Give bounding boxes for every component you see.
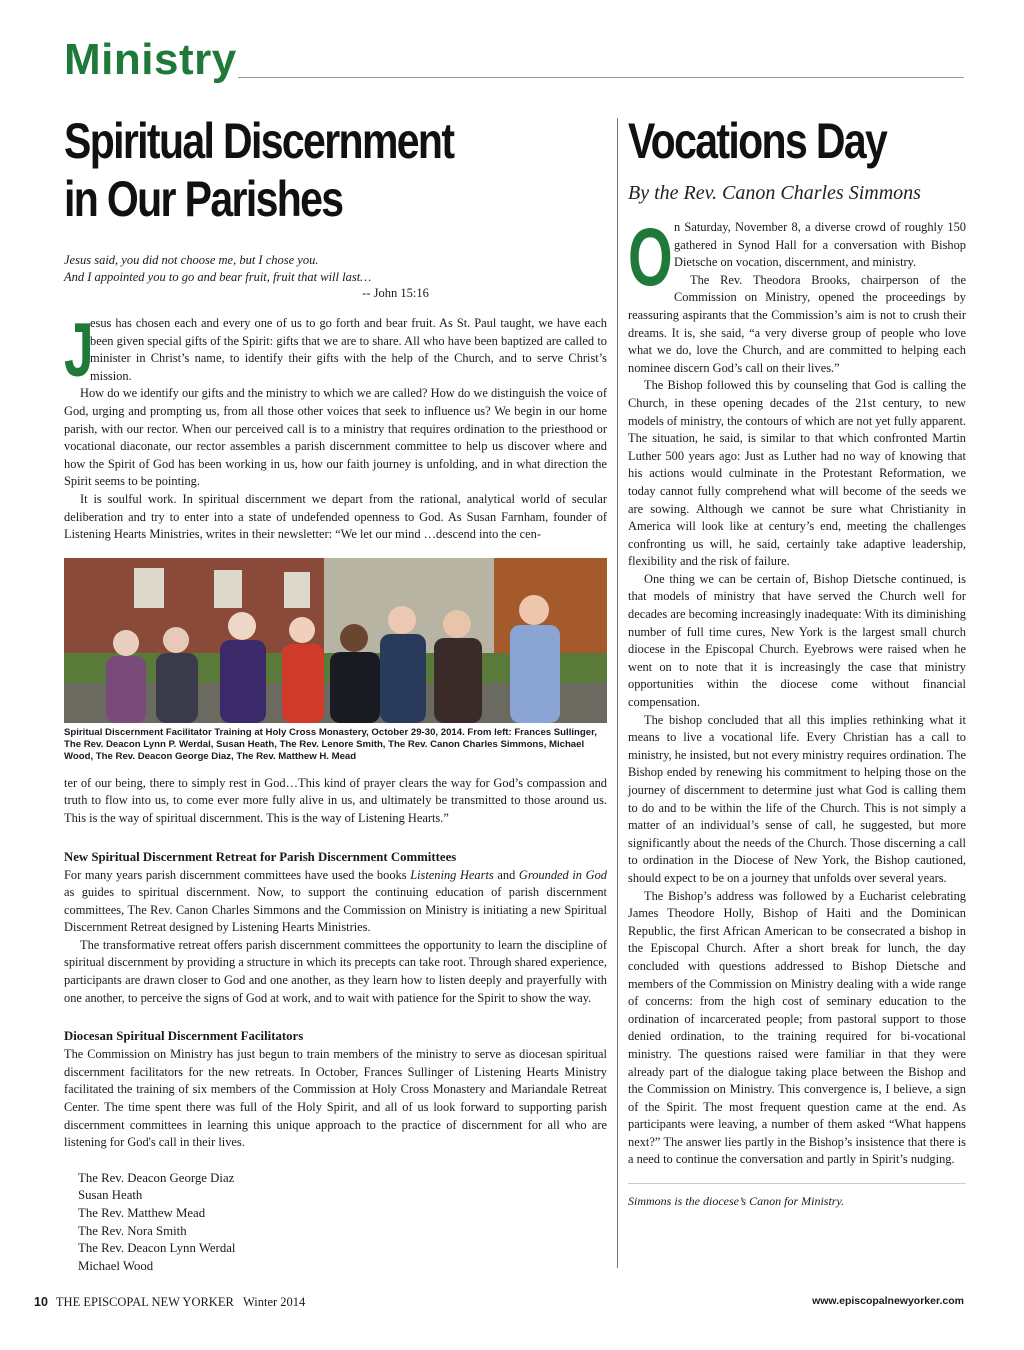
book-title-grounded-in-god: Grounded in God xyxy=(518,867,607,882)
left-paragraph-7: The Commission on Ministry has just begun to train members of the ministry to serve as diocesan spiritual discernment facilitators for the new retreats. In October, Frances Sullinger of Listening Hearts Ministry facilitated the training of six members of the Commission at Holy Cross Monastery and Mariandale Retreat Center. The time spent there was full of the Holy Spirit, and all of us look forward to supporting parish discernment committees in learning this unique approach to the practice of discernment for all who are listening for God's call in their lives. xyxy=(64,1047,607,1150)
right-paragraph-6: The Bishop’s address was followed by a Eucharist celebrating James Theodore Holly, Bishop of Haiti and the Dominican Republic, the first African American to be consecrated a bishop in the Episcopal Church. After a short break for lunch, the day concluded with questions addressed to Bishop Dietsche and members of the Commission on Ministry dealing with a wide range of concerns: from the high cost of seminary education to the ordination of incarcerated people; from pastoral support to those denied ordination, to the training required for bi-vocational ministry. The questions raised were familiar in that they were already part of the dialogue taking place between the Bishop and the Commission on Ministry. This convergence is, I believe, a sign of the Spirit. The most frequent question came at the end. As participants were leaving, a number of them asked “What happens next?” The answer lies partly in the Bishop’s insistence that there is a need to continue the conversation and partly in Spirit’s nudging. xyxy=(628,888,966,1167)
p5-text-a: For many years parish discernment committees have used the books xyxy=(64,867,411,882)
left-article xyxy=(64,112,607,1275)
epigraph-line-2: And I appointed you to go and bear fruit, fruit that will last… xyxy=(64,270,372,284)
section-title: Ministry xyxy=(64,35,237,84)
subhead-facilitators: Diocesan Spiritual Discernment Facilitators xyxy=(64,1029,304,1044)
subhead-retreat: New Spiritual Discernment Retreat for Parish Discernment Committees xyxy=(64,849,457,864)
photo-caption: Spiritual Discernment Facilitator Training at Holy Cross Monastery, October 29-30, 2014. From left: Frances Sullinger, The Rev. Deacon Lynn P. Werdal, Susan Heath, The Rev. Lenore Smith, The Rev. Canon Charles Simmons, Michael Wood, The Rev. Deacon George Diaz, The Rev. Matthew H. Mead xyxy=(64,726,597,762)
epigraph xyxy=(64,252,607,286)
facilitator-names xyxy=(78,1170,607,1276)
book-title-listening-hearts: Listening Hearts xyxy=(410,867,494,882)
facilitator-name: The Rev. Nora Smith xyxy=(78,1223,187,1238)
publication-name: THE EPISCOPAL NEW YORKER Winter 2014 xyxy=(55,1295,306,1309)
right-article xyxy=(628,112,966,1209)
group-photo xyxy=(64,558,607,723)
left-dropcap: J xyxy=(64,308,94,393)
right-headline: Vocations Day xyxy=(628,113,887,169)
facilitator-name: The Rev. Deacon George Diaz xyxy=(78,1170,235,1185)
left-headline xyxy=(64,112,509,228)
p5-text-b: as guides to spiritual discernment. Now, to support the continuing education of parish discernment committees, The Rev. Canon Charles Simmons and the Commission on Ministry is initiating a new Spiritual Discernment Retreat designed by Listening Hearts Ministries. xyxy=(64,885,607,935)
section-rule xyxy=(238,77,964,78)
right-paragraph-3: The Bishop followed this by counseling that God is calling the Church, in these opening decades of the 21st century, to new models of ministry, the contours of which are not yet fully apparent. The situation, he said, is similar to that which confronted Martin Luther 500 years ago: Just as Luther had no way of knowing that his actions would culminate in the Protestant Reformation, we today cannot fully comprehend what will become of the seeds we are sowing. Although we cannot be sure what Christianity in America will look like at century’s end, meeting the challenges confronting us will, he said, certainly take adaptive leadership, flexibility and the risk of failure. xyxy=(628,378,966,569)
footer-url[interactable]: www.episcopalnewyorker.com xyxy=(812,1295,964,1307)
facilitator-name: The Rev. Deacon Lynn Werdal xyxy=(78,1241,236,1256)
left-paragraph-1: esus has chosen each and every one of us to go forth and bear fruit. As St. Paul taught, we have each been given special gifts of the Spirit: gifts that we are to share. All who have been baptized are called to minister in Christ’s name, to identify their gifts with the help of the Church, and to serve Christ’s mission. xyxy=(90,316,607,383)
author-note: Simmons is the diocese’s Canon for Ministry. xyxy=(628,1183,966,1209)
right-paragraph-2: The Rev. Theodora Brooks, chairperson of the Commission on Ministry, opened the proceedings by reassuring aspirants that the Commission’s aim is not to crush their dreams. It is, she said, “a very diverse group of people who love what we do, love the Church, and are committed to helping each nominee discern God’s call on their lives.” xyxy=(628,272,966,375)
right-paragraph-1: n Saturday, November 8, a diverse crowd of roughly 150 gathered in Synod Hall for a conversation with Bishop Dietsche on vocation, discernment, and ministry. xyxy=(674,220,966,270)
facilitator-name: The Rev. Matthew Mead xyxy=(78,1206,206,1220)
facilitator-name: Susan Heath xyxy=(78,1188,143,1203)
right-paragraph-4: One thing we can be certain of, Bishop Dietsche continued, is that models of ministry that have served the Church well for decades are becoming increasingly inadequate: With its diminishing number of full time cures, New York is the largest small church diocese in the Episcopal Church. Eyebrows were raised when he went on to note that it is increasingly the case that ministry opportunities within the diocese come without financial compensation. xyxy=(628,571,966,710)
right-paragraph-5: The bishop concluded that all this implies rethinking what it means to live a vocational life. Every Christian has a call to ministry, he insisted, but not every ministry requires ordination. The Bishop ended by renewing his commitment to helping those on the journey of discernment to determine just what God is calling them to do and to be within the life of the Church. This is not simply a matter of an individual’s sense of call, he suggested, but more significantly about the needs of the Church. Those discerning a call to ordination in the Diocese of New York, the Bishop cautioned, should expect to be on a journey that unfolds over several years. xyxy=(628,712,966,885)
column-divider xyxy=(617,118,618,1268)
facilitator-name: Michael Wood xyxy=(78,1258,154,1273)
p5-and: and xyxy=(493,867,519,882)
epigraph-reference: -- John 15:16 xyxy=(362,286,429,300)
group-photo-illustration xyxy=(64,558,607,723)
left-headline-line-1: Spiritual Discernment xyxy=(64,113,454,169)
left-paragraph-5 xyxy=(64,867,607,937)
left-paragraph-4: ter of our being, there to simply rest in God…This kind of prayer clears the way for God’s compassion and truth to flow into us, to come ever more fully alive in us, and ultimately be transmitted to those around us. This is the way of spiritual discernment. This is the way of Listening Hearts.” xyxy=(64,775,607,825)
right-dropcap: O xyxy=(628,212,673,303)
left-paragraph-3: It is soulful work. In spiritual discernment we depart from the rational, analytical world of secular deliberation and try to enter into a state of undefended openness to God. As Susan Farnham, founder of Listening Hearts Ministries, writes in their newsletter: “We let our mind …descend into the cen- xyxy=(64,491,607,542)
epigraph-line-1: Jesus said, you did not choose me, but I chose you. xyxy=(64,253,319,267)
left-headline-line-2: in Our Parishes xyxy=(64,171,343,227)
footer-left xyxy=(34,1295,305,1310)
byline: By the Rev. Canon Charles Simmons xyxy=(628,182,921,204)
page-number: 10 xyxy=(34,1295,48,1309)
left-paragraph-2: How do we identify our gifts and the ministry to which we are called? How do we distinguish the voice of God, urging and prompting us, from all those other voices that seek to influence us? We begin in our home parish, with our rector. When our perceived call is to a ministry that requires ordination to the priesthood or vocational diaconate, our rector assembles a parish discernment committee to help us discover where and how the Spirit of God has been working in us, how our faith journey is unfolding, and in what direction the Spirit seems to be pointing. xyxy=(64,386,607,489)
left-paragraph-6: The transformative retreat offers parish discernment committees the opportunity to learn the discipline of spiritual discernment by providing a structure in which its precepts can take root. Through shared experience, participants are drawn closer to God and one another, as they learn how to listen deeply and prayerfully with one another, to perceive the signs of God at work, and to wait with patience for the Spirit to show the way. xyxy=(64,937,607,1005)
